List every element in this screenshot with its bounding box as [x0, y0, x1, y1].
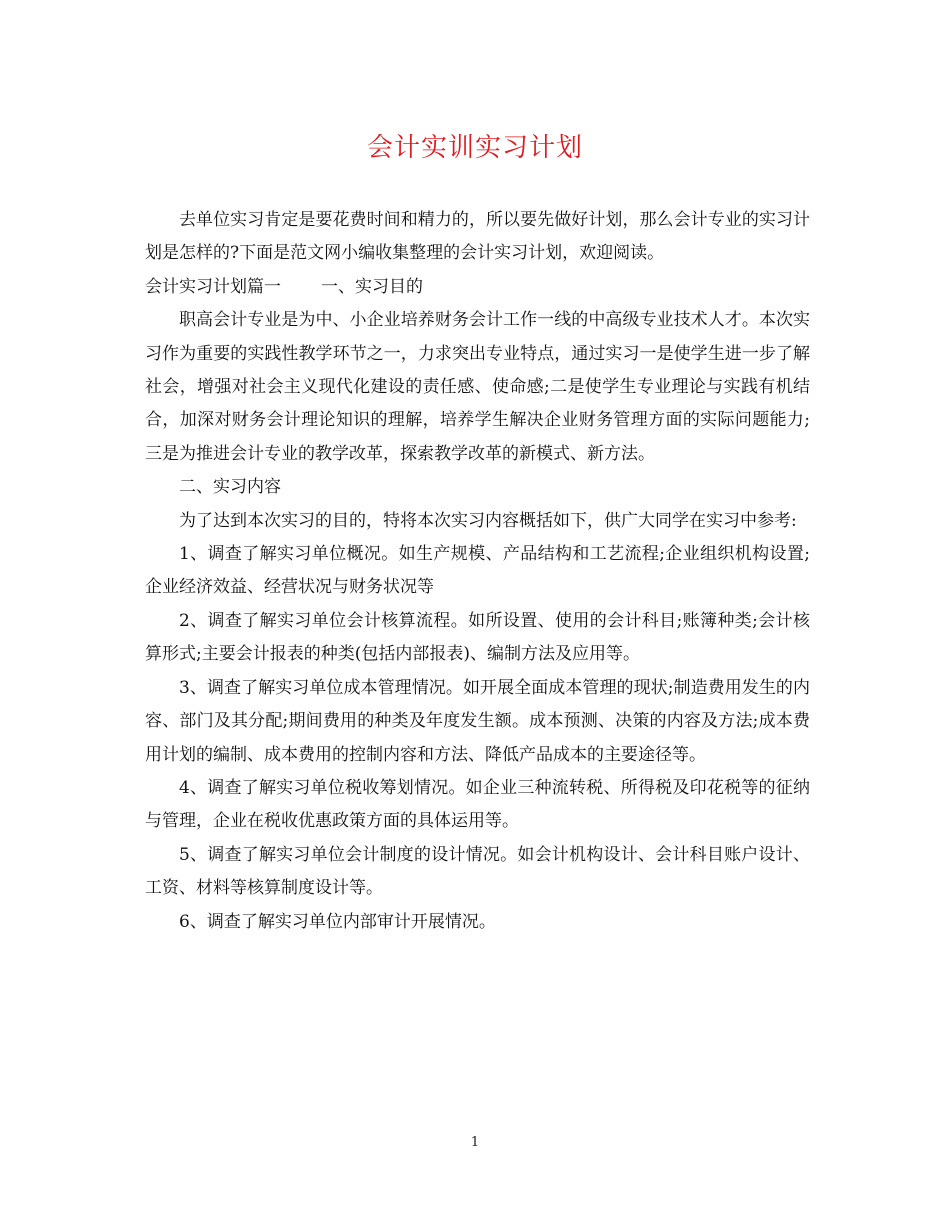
purpose-paragraph: 职高会计专业是为中、小企业培养财务会计工作一线的中高级专业技术人才。本次实习作为重要的实践性教学环节之一，力求突出专业特点，通过实习一是使学生进一步了解社会，增强对社会主义现代化建设的责任感、使命感;二是使学生专业理论与实践有机结合，加深对财务会计理论知识的理解，培养学生解决企业财务管理方面的实际问题能力;三是为推进会计专业的教学改革，探索教学改革的新模式、新方法。 [145, 310, 810, 464]
intro-paragraph: 去单位实习肯定是要花费时间和精力的，所以要先做好计划，那么会计专业的实习计划是怎样的?下面是范文网小编收集整理的会计实习计划，欢迎阅读。 [145, 210, 810, 264]
section-heading-line [145, 271, 810, 304]
content-item: 6、调查了解实习单位内部审计开展情况。 [179, 911, 496, 932]
document-body [145, 204, 810, 939]
content-intro-paragraph: 为了达到本次实习的目的，特将本次实习内容概括如下，供广大同学在实习中参考: [179, 510, 797, 531]
content-item: 2、调查了解实习单位会计核算流程。如所设置、使用的会计科目;账簿种类;会计核算形式;主要会计报表的种类(包括内部报表)、编制方法及应用等。 [145, 610, 810, 665]
content-item: 1、调查了解实习单位概况。如生产规模、产品结构和工艺流程;企业组织机构设置;企业经济效益、经营状况与财务状况等 [145, 544, 810, 598]
section-label: 会计实习计划篇一 [145, 276, 281, 297]
heading-purpose: 一、实习目的 [321, 276, 423, 297]
content-item: 4、调查了解实习单位税收筹划情况。如企业三种流转税、所得税及印花税等的征纳与管理，企业在税收优惠政策方面的具体运用等。 [145, 777, 810, 832]
page-number: 1 [470, 1135, 480, 1150]
heading-content: 二、实习内容 [179, 477, 281, 498]
content-item: 3、调查了解实习单位成本管理情况。如开展全面成本管理的现状;制造费用发生的内容、部门及其分配;期间费用的种类及年度发生额。成本预测、决策的内容及方法;成本费用计划的编制、成本费用的控制内容和方法、降低产品成本的主要途径等。 [145, 677, 810, 765]
document-title: 会计实训实习计划 [366, 133, 583, 163]
content-item: 5、调查了解实习单位会计制度的设计情况。如会计机构设计、会计科目账户设计、工资、材料等核算制度设计等。 [145, 844, 810, 899]
